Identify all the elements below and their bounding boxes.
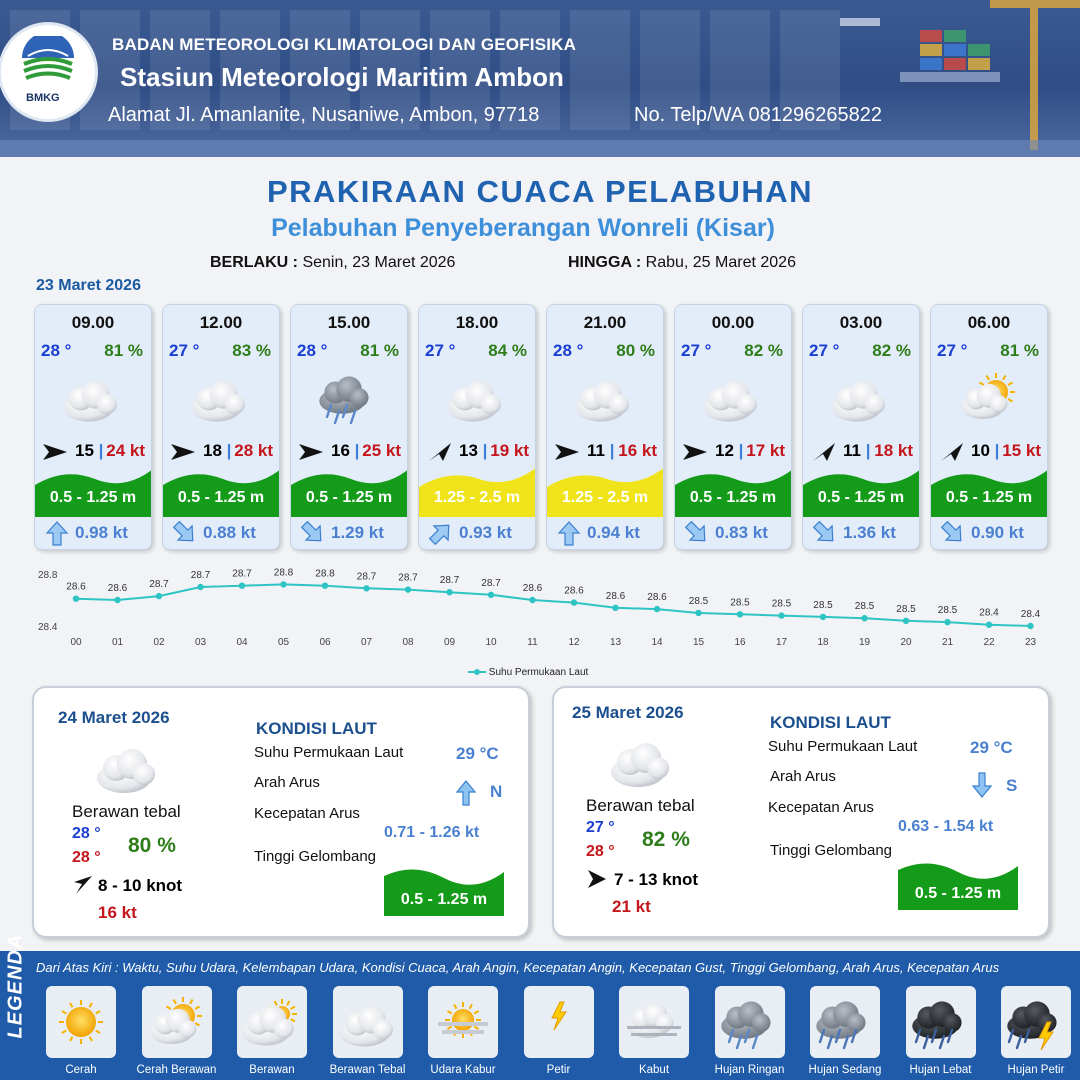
card-humidity: 81 % bbox=[360, 341, 399, 360]
current-direction-label: Arah Arus bbox=[254, 774, 320, 791]
panel-date: 25 Maret 2026 bbox=[572, 703, 684, 722]
wind-direction-icon bbox=[586, 868, 608, 890]
sst-data-label: 28.4 bbox=[979, 607, 999, 619]
legend-label: Kabut bbox=[638, 1064, 670, 1076]
wind-separator: | bbox=[482, 441, 488, 460]
card-time: 15.00 bbox=[327, 313, 371, 332]
sst-point bbox=[529, 597, 535, 603]
card-gust: 19 kt bbox=[490, 441, 529, 460]
wind-direction-icon bbox=[681, 441, 709, 463]
current-direction-icon bbox=[173, 521, 197, 547]
legend-label: Berawan Tebal bbox=[329, 1064, 406, 1076]
sst-data-label: 28.6 bbox=[107, 583, 128, 594]
x-tick-label: 08 bbox=[402, 637, 414, 648]
card-time: 18.00 bbox=[455, 313, 499, 332]
legend-item bbox=[524, 986, 594, 1058]
legend-label: Hujan Sedang bbox=[808, 1064, 882, 1076]
hujan-ringan-icon bbox=[313, 367, 387, 429]
card-temperature: 27 ° bbox=[809, 341, 840, 360]
legend-item bbox=[46, 986, 116, 1058]
sst-point bbox=[239, 583, 245, 589]
legend-label: Cerah Berawan bbox=[136, 1064, 217, 1076]
sst-label: Suhu Permukaan Laut bbox=[254, 744, 404, 761]
card-humidity: 81 % bbox=[104, 341, 143, 360]
agency-name: BADAN METEOROLOGI KLIMATOLOGI DAN GEOFISIKA bbox=[112, 35, 577, 54]
current-speed: 0.71 - 1.26 kt bbox=[384, 824, 480, 841]
wave-height-value: 0.5 - 1.25 m bbox=[914, 885, 1002, 902]
card-humidity: 82 % bbox=[872, 341, 911, 360]
card-gust: 16 kt bbox=[618, 441, 657, 460]
page-title: PRAKIRAAN CUACA PELABUHAN bbox=[266, 174, 814, 209]
legend-item bbox=[619, 986, 689, 1058]
sst-data-label: 28.8 bbox=[315, 568, 335, 580]
current-direction-icon bbox=[941, 521, 965, 547]
hujan-sedang-icon bbox=[810, 986, 880, 1058]
wind-speed-value: 11 bbox=[843, 441, 861, 460]
sst-point bbox=[156, 593, 162, 599]
current-direction-label: Arah Arus bbox=[770, 768, 836, 785]
panel-temp-min: 28 ° bbox=[72, 825, 101, 842]
sst-data-label: 28.4 bbox=[1020, 609, 1041, 620]
valid-from bbox=[210, 254, 455, 272]
sst-point bbox=[903, 618, 909, 624]
x-tick-label: 12 bbox=[568, 637, 580, 648]
sst-data-label: 28.6 bbox=[66, 581, 86, 593]
card-wind-speed bbox=[971, 441, 999, 461]
forecast-card bbox=[802, 304, 920, 550]
x-tick-label: 09 bbox=[443, 637, 456, 648]
card-gust: 18 kt bbox=[874, 441, 913, 460]
wind-separator: | bbox=[226, 441, 232, 460]
card-wave-height: 1.25 - 2.5 m bbox=[561, 489, 649, 506]
forecast-card bbox=[162, 304, 280, 550]
sst-data-label: 28.5 bbox=[771, 598, 792, 610]
panel-temp-min: 27 ° bbox=[586, 819, 615, 836]
berawan-tebal-icon bbox=[697, 367, 771, 429]
cerah-berawan-icon bbox=[953, 367, 1027, 429]
card-wave-height: 0.5 - 1.25 m bbox=[177, 489, 265, 506]
sst-data-label: 28.7 bbox=[149, 579, 169, 591]
sst-data-label: 28.6 bbox=[522, 583, 543, 594]
hujan-petir-icon bbox=[1001, 986, 1071, 1058]
sst-point bbox=[322, 583, 328, 589]
card-time: 21.00 bbox=[583, 313, 627, 332]
y-tick-label: 28.4 bbox=[38, 622, 58, 633]
current-direction-icon bbox=[301, 521, 325, 547]
berawan-tebal-icon bbox=[825, 367, 899, 429]
card-current-speed: 1.29 kt bbox=[331, 523, 384, 542]
hujan-lebat-icon bbox=[906, 986, 976, 1058]
sst-data-label: 28.7 bbox=[398, 572, 418, 584]
x-tick-label: 11 bbox=[527, 637, 538, 648]
valid-to-value: Rabu, 25 Maret 2026 bbox=[645, 254, 796, 271]
x-tick-label: 01 bbox=[111, 637, 124, 648]
current-speed: 0.63 - 1.54 kt bbox=[898, 818, 994, 835]
day1-date: 23 Maret 2026 bbox=[36, 277, 141, 294]
wind-direction-icon bbox=[425, 441, 453, 463]
card-wave-height: 0.5 - 1.25 m bbox=[817, 489, 905, 506]
sst-point bbox=[820, 614, 826, 620]
card-time: 12.00 bbox=[199, 313, 243, 332]
sst-data-label: 28.6 bbox=[605, 590, 626, 602]
hujan-ringan-icon bbox=[715, 986, 785, 1058]
card-temperature: 28 ° bbox=[297, 341, 328, 360]
sst-point bbox=[944, 619, 950, 625]
sst-value: 29 °C bbox=[970, 738, 1013, 757]
berawan-icon bbox=[237, 986, 307, 1058]
card-time: 06.00 bbox=[967, 313, 1011, 332]
wind-speed-value: 12 bbox=[715, 441, 734, 460]
wind-speed-value: 13 bbox=[459, 441, 478, 460]
udara-kabur-icon bbox=[428, 986, 498, 1058]
wind-separator: | bbox=[994, 441, 1000, 460]
valid-from-label: BERLAKU : bbox=[210, 254, 298, 271]
legend-label: Hujan Ringan bbox=[714, 1064, 785, 1076]
kabut-icon bbox=[619, 986, 689, 1058]
wind-speed-value: 18 bbox=[203, 441, 222, 460]
card-wave-height: 0.5 - 1.25 m bbox=[689, 489, 777, 506]
station-address: Alamat Jl. Amanlanite, Nusaniwe, Ambon, 97718 bbox=[108, 104, 540, 126]
card-current-speed: 0.93 kt bbox=[459, 523, 512, 542]
card-time: 09.00 bbox=[71, 313, 115, 332]
card-wave-height: 0.5 - 1.25 m bbox=[945, 489, 1033, 506]
card-temperature: 27 ° bbox=[169, 341, 200, 360]
card-current-speed: 0.90 kt bbox=[971, 523, 1024, 542]
card-wind-speed bbox=[203, 441, 231, 461]
berawan-tebal-icon bbox=[333, 986, 403, 1058]
x-tick-label: 21 bbox=[941, 637, 954, 648]
wind-speed-value: 10 bbox=[971, 441, 990, 460]
legend-item bbox=[428, 986, 498, 1058]
sst-point bbox=[446, 589, 452, 595]
card-wave-height: 1.25 - 2.5 m bbox=[433, 489, 521, 506]
sst-data-label: 28.5 bbox=[688, 596, 709, 607]
current-direction-icon bbox=[813, 521, 837, 547]
card-current-speed: 0.83 kt bbox=[715, 523, 768, 542]
card-wave-height: 0.5 - 1.25 m bbox=[49, 489, 137, 506]
berawan-tebal-icon bbox=[606, 732, 670, 790]
wind-direction-icon bbox=[809, 441, 837, 463]
x-tick-label: 07 bbox=[360, 637, 373, 648]
berawan-tebal-icon bbox=[57, 367, 131, 429]
berawan-tebal-icon bbox=[92, 738, 156, 796]
card-current-speed: 1.36 kt bbox=[843, 523, 896, 542]
sst-point bbox=[1027, 623, 1033, 629]
wave-height-label: Tinggi Gelombang bbox=[770, 842, 893, 859]
wind-speed-value: 15 bbox=[75, 441, 94, 460]
sst-point bbox=[73, 596, 79, 602]
wave-height-value: 0.5 - 1.25 m bbox=[400, 891, 488, 908]
x-tick-label: 19 bbox=[858, 637, 871, 648]
wind-direction-icon bbox=[72, 874, 94, 896]
panel-gust: 16 kt bbox=[98, 903, 137, 922]
day-panel-24 bbox=[32, 686, 530, 938]
current-direction-icon bbox=[429, 521, 453, 547]
card-time: 00.00 bbox=[711, 313, 755, 332]
legend-item bbox=[333, 986, 403, 1058]
card-wind-speed bbox=[715, 441, 743, 461]
legend-item bbox=[142, 986, 212, 1058]
wind-direction-icon bbox=[41, 441, 69, 463]
x-tick-label: 02 bbox=[153, 637, 165, 648]
sst-data-label: 28.7 bbox=[232, 568, 252, 580]
sst-point bbox=[363, 585, 369, 591]
forecast-card bbox=[546, 304, 664, 550]
berawan-tebal-icon bbox=[441, 367, 515, 429]
berawan-tebal-icon bbox=[569, 367, 643, 429]
x-tick-label: 20 bbox=[900, 637, 912, 648]
wind-separator: | bbox=[98, 441, 104, 460]
sst-chart-legend bbox=[468, 667, 588, 678]
sst-data-label: 28.7 bbox=[481, 577, 501, 589]
wind-separator: | bbox=[354, 441, 360, 460]
wind-direction-icon bbox=[169, 441, 197, 463]
x-tick-label: 06 bbox=[319, 637, 331, 648]
card-gust: 17 kt bbox=[746, 441, 785, 460]
card-current-speed: 0.88 kt bbox=[203, 523, 256, 542]
sst-point bbox=[778, 612, 784, 618]
legend-label: Cerah bbox=[65, 1064, 97, 1076]
station-name: Stasiun Meteorologi Maritim Ambon bbox=[120, 62, 564, 92]
card-wind-speed bbox=[587, 441, 614, 461]
current-direction-icon bbox=[45, 521, 69, 547]
panel-temp-max: 28 ° bbox=[72, 849, 101, 866]
card-wind-speed bbox=[331, 441, 359, 461]
panel-date: 24 Maret 2026 bbox=[58, 708, 170, 727]
wind-speed-value: 11 bbox=[587, 441, 605, 460]
card-humidity: 81 % bbox=[1000, 341, 1039, 360]
card-temperature: 27 ° bbox=[681, 341, 712, 360]
sst-legend-label: Suhu Permukaan Laut bbox=[488, 667, 589, 678]
x-tick-label: 15 bbox=[692, 637, 705, 648]
legend-item bbox=[1001, 986, 1071, 1058]
card-temperature: 28 ° bbox=[41, 341, 72, 360]
card-temperature: 27 ° bbox=[425, 341, 456, 360]
card-gust: 24 kt bbox=[106, 441, 145, 460]
sst-data-label: 28.6 bbox=[647, 592, 667, 604]
cerah-berawan-icon bbox=[142, 986, 212, 1058]
wind-separator: | bbox=[865, 441, 871, 460]
berawan-tebal-icon bbox=[185, 367, 259, 429]
card-humidity: 84 % bbox=[488, 341, 527, 360]
sea-condition-heading: KONDISI LAUT bbox=[770, 713, 891, 732]
valid-to bbox=[568, 254, 796, 272]
current-direction: S bbox=[1006, 776, 1018, 795]
card-gust: 25 kt bbox=[362, 441, 401, 460]
current-direction: N bbox=[490, 782, 503, 801]
sst-data-label: 28.5 bbox=[813, 599, 833, 611]
x-tick-label: 05 bbox=[277, 637, 290, 648]
panel-humidity: 82 % bbox=[642, 828, 690, 851]
card-temperature: 27 ° bbox=[937, 341, 968, 360]
petir-icon bbox=[524, 986, 594, 1058]
x-tick-label: 00 bbox=[70, 637, 82, 648]
panel-temp-max: 28 ° bbox=[586, 843, 615, 860]
sst-point bbox=[571, 599, 577, 605]
arrow-down-icon bbox=[972, 772, 992, 798]
bmkg-logo-text: BMKG bbox=[26, 92, 60, 104]
sst-point bbox=[695, 610, 701, 616]
sst-data-label: 28.5 bbox=[854, 601, 875, 613]
x-tick-label: 03 bbox=[194, 637, 207, 648]
sst-point bbox=[861, 615, 867, 621]
sst-point bbox=[197, 584, 203, 590]
sst-data-label: 28.5 bbox=[896, 603, 916, 615]
legend-label: Petir bbox=[546, 1064, 571, 1076]
legend-label: Berawan bbox=[249, 1064, 295, 1076]
x-tick-label: 04 bbox=[236, 637, 248, 648]
sst-point bbox=[488, 592, 494, 598]
wind-separator: | bbox=[738, 441, 744, 460]
card-current-speed: 0.94 kt bbox=[587, 523, 640, 542]
wind-speed-value: 16 bbox=[331, 441, 350, 460]
x-tick-label: 16 bbox=[734, 637, 746, 648]
panel-condition: Berawan tebal bbox=[72, 802, 181, 821]
sst-point bbox=[654, 606, 660, 612]
forecast-card bbox=[418, 304, 536, 550]
x-tick-label: 13 bbox=[609, 637, 622, 648]
card-wind-speed bbox=[75, 441, 103, 461]
card-gust: 28 kt bbox=[234, 441, 273, 460]
sst-point bbox=[280, 581, 286, 587]
station-phone: No. Telp/WA 081296265822 bbox=[634, 104, 882, 126]
x-tick-label: 22 bbox=[983, 637, 995, 648]
day-panel-25 bbox=[552, 686, 1050, 938]
legend-item bbox=[715, 986, 785, 1058]
sst-legend-marker bbox=[468, 668, 486, 676]
panel-gust: 21 kt bbox=[612, 897, 651, 916]
legend-item bbox=[906, 986, 976, 1058]
card-wind-speed bbox=[843, 441, 870, 461]
y-tick-label: 28.8 bbox=[38, 570, 58, 581]
card-humidity: 80 % bbox=[616, 341, 655, 360]
legend-item bbox=[810, 986, 880, 1058]
panel-condition: Berawan tebal bbox=[586, 796, 695, 815]
sst-data-label: 28.7 bbox=[356, 571, 377, 583]
sst-data-label: 28.6 bbox=[564, 585, 584, 597]
sst-point bbox=[114, 597, 120, 603]
wind-direction-icon bbox=[553, 441, 581, 463]
legend-label: Hujan Petir bbox=[1007, 1064, 1065, 1076]
legend-label: Hujan Lebat bbox=[909, 1064, 972, 1076]
card-humidity: 83 % bbox=[232, 341, 271, 360]
card-wave-height: 0.5 - 1.25 m bbox=[305, 489, 393, 506]
card-time: 03.00 bbox=[839, 313, 883, 332]
sst-point bbox=[986, 622, 992, 628]
wave-height-label: Tinggi Gelombang bbox=[254, 848, 377, 865]
current-speed-label: Kecepatan Arus bbox=[254, 805, 360, 822]
header-banner bbox=[0, 0, 1080, 157]
sst-point bbox=[612, 605, 618, 611]
valid-from-value: Senin, 23 Maret 2026 bbox=[302, 254, 456, 271]
sea-condition-heading: KONDISI LAUT bbox=[256, 719, 377, 738]
cerah-icon bbox=[46, 986, 116, 1058]
x-tick-label: 18 bbox=[817, 637, 829, 648]
x-tick-label: 14 bbox=[651, 637, 663, 648]
sst-data-label: 28.5 bbox=[730, 597, 750, 609]
current-direction-icon bbox=[685, 521, 709, 547]
wind-direction-icon bbox=[297, 441, 325, 463]
legend-caption: Dari Atas Kiri : Waktu, Suhu Udara, Kelembapan Udara, Kondisi Cuaca, Arah Angin, Kecepatan Angin, Kecepatan Gust, Tinggi Gelombang, Arah Arus, Kecepatan Arus bbox=[36, 960, 1000, 975]
current-speed-label: Kecepatan Arus bbox=[768, 799, 874, 816]
wind-separator: | bbox=[609, 441, 615, 460]
forecast-card bbox=[930, 304, 1048, 550]
sst-data-label: 28.5 bbox=[937, 605, 958, 617]
sst-data-label: 28.7 bbox=[439, 575, 460, 587]
sst-data-label: 28.8 bbox=[273, 567, 294, 579]
x-tick-label: 23 bbox=[1024, 637, 1037, 648]
card-current-speed: 0.98 kt bbox=[75, 523, 128, 542]
valid-to-label: HINGGA : bbox=[568, 254, 642, 271]
panel-wind: 7 - 13 knot bbox=[614, 870, 699, 889]
sst-point bbox=[737, 611, 743, 617]
x-tick-label: 17 bbox=[775, 637, 788, 648]
sst-label: Suhu Permukaan Laut bbox=[768, 738, 918, 755]
forecast-card bbox=[290, 304, 408, 550]
legend-item bbox=[237, 986, 307, 1058]
wind-direction-icon bbox=[937, 441, 965, 463]
sst-data-label: 28.7 bbox=[190, 570, 211, 581]
page-subtitle: Pelabuhan Penyeberangan Wonreli (Kisar) bbox=[271, 214, 775, 242]
forecast-card bbox=[674, 304, 792, 550]
card-gust: 15 kt bbox=[1002, 441, 1041, 460]
forecast-card bbox=[34, 304, 152, 550]
bmkg-logo-emblem bbox=[18, 36, 78, 88]
card-temperature: 28 ° bbox=[553, 341, 584, 360]
panel-humidity: 80 % bbox=[128, 834, 176, 857]
sst-point bbox=[405, 586, 411, 592]
sst-series-line bbox=[76, 584, 1031, 626]
card-wind-speed bbox=[459, 441, 487, 461]
x-tick-label: 10 bbox=[485, 637, 497, 648]
legend-title: LEGENDA bbox=[4, 933, 27, 1039]
legend-label: Udara Kabur bbox=[430, 1064, 496, 1076]
current-direction-icon bbox=[557, 521, 581, 547]
panel-wind: 8 - 10 knot bbox=[98, 876, 183, 895]
sst-value: 29 °C bbox=[456, 744, 499, 763]
card-humidity: 82 % bbox=[744, 341, 783, 360]
arrow-up-icon bbox=[456, 780, 476, 806]
